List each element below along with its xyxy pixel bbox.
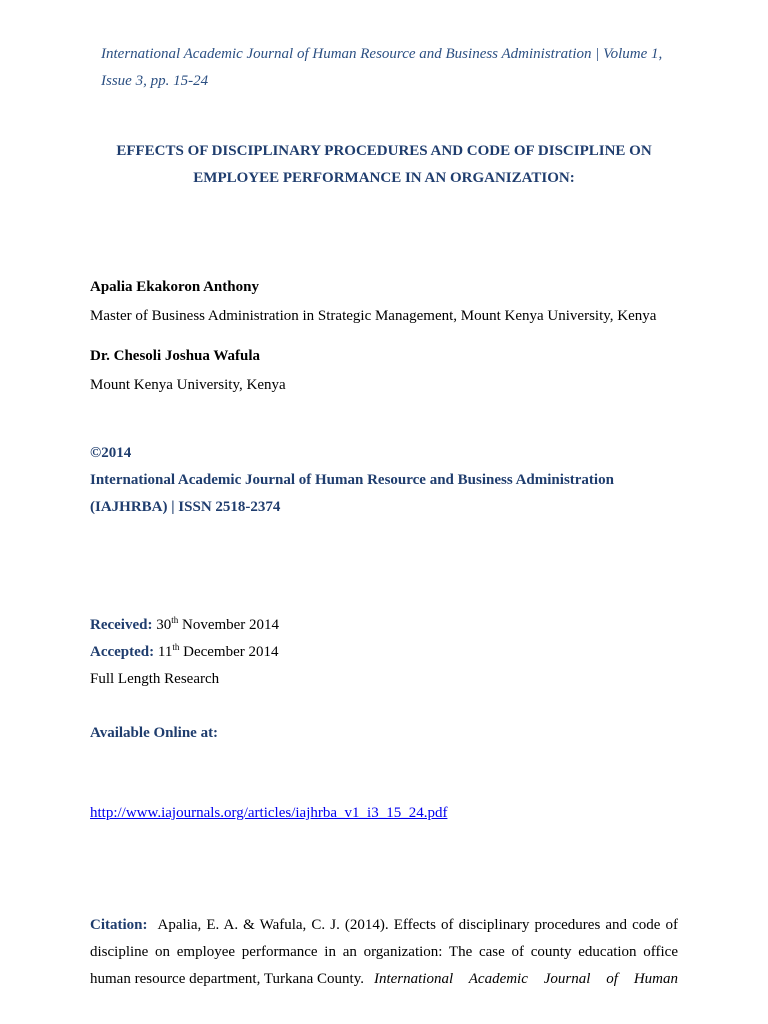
paper-title-line-2: EMPLOYEE PERFORMANCE IN AN ORGANIZATION: xyxy=(193,170,575,186)
received-suffix: th xyxy=(171,615,179,625)
citation-text-3: human resource department, Turkana County. xyxy=(90,971,364,987)
copyright-year: ©2014 xyxy=(90,445,132,461)
author-affiliation-1: Master of Business Administration in Strategic Management, Mount Kenya University, Kenya xyxy=(90,308,657,324)
journal-name-line-1: International Academic Journal of Human Resource and Business Administration xyxy=(90,472,614,488)
accepted-label: Accepted: xyxy=(90,644,155,660)
citation-journal-italic: International Academic Journal of Human xyxy=(373,971,678,987)
accepted-day: 11 xyxy=(157,644,173,660)
citation-line-3 xyxy=(90,966,678,993)
journal-header-line-1: International Academic Journal of Human Resource and Business Administration | Volume 1, xyxy=(101,46,663,62)
received-date xyxy=(90,615,279,635)
journal-name-line-2: (IAJHRBA) | ISSN 2518-2374 xyxy=(90,499,281,515)
accepted-month-year: December 2014 xyxy=(183,644,279,660)
received-month-year: November 2014 xyxy=(181,617,280,633)
available-online-label: Available Online at: xyxy=(90,725,219,741)
citation-line-1 xyxy=(90,912,678,939)
citation-label: Citation: xyxy=(90,917,148,933)
accepted-suffix: th xyxy=(172,642,180,652)
author-name-1: Apalia Ekakoron Anthony xyxy=(90,279,259,295)
article-pdf-link[interactable]: http://www.iajournals.org/articles/iajhrba_v1_i3_15_24.pdf xyxy=(90,805,448,821)
paper-title xyxy=(90,138,678,192)
paper-title-line-1: EFFECTS OF DISCIPLINARY PROCEDURES AND CODE OF DISCIPLINE ON xyxy=(116,143,652,159)
citation-block xyxy=(90,912,678,993)
research-type: Full Length Research xyxy=(90,671,220,687)
received-label: Received: xyxy=(90,617,153,633)
citation-line-2: discipline on employee performance in an organization: The case of county education office xyxy=(90,944,678,960)
accepted-date xyxy=(90,642,279,662)
author-affiliation-2: Mount Kenya University, Kenya xyxy=(90,377,286,393)
citation-text-1: Apalia, E. A. & Wafula, C. J. (2014). Effects of disciplinary procedures and code of xyxy=(157,917,678,933)
author-name-2: Dr. Chesoli Joshua Wafula xyxy=(90,348,261,364)
received-day: 30 xyxy=(156,617,172,633)
journal-header xyxy=(101,41,691,95)
journal-header-line-2: Issue 3, pp. 15-24 xyxy=(101,73,209,89)
